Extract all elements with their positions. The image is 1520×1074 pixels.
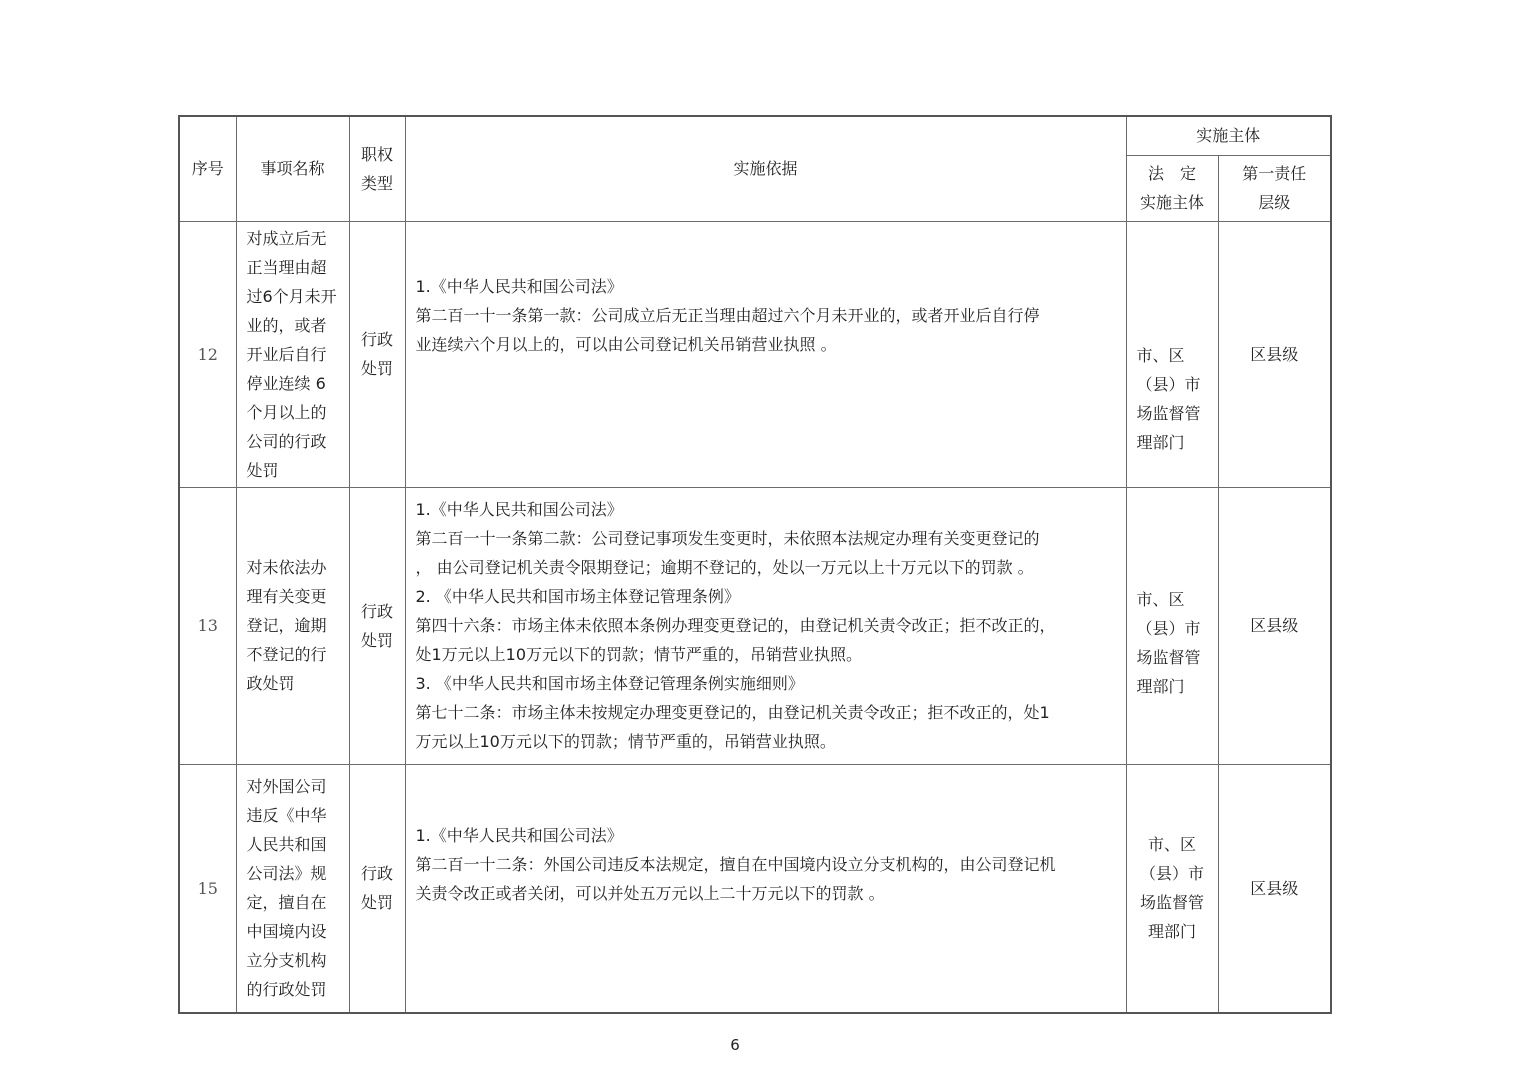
row-legal-entity: 市、区（县）市场监督管理部门 <box>1126 764 1218 1013</box>
basis-line: 第二百一十一条第一款：公司成立后无正当理由超过六个月未开业的，或者开业后自行停 <box>415 305 1040 325</box>
row-seq: 15 <box>179 764 236 1013</box>
basis-line: 2. 《中华人民共和国市场主体登记管理条例》 <box>415 587 740 606</box>
page-number: 6 <box>730 1036 740 1054</box>
basis-line: 第二百一十二条：外国公司违反本法规定，擅自在中国境内设立分支机构的，由公司登记机 <box>415 854 1056 874</box>
row-level: 区县级 <box>1218 221 1331 487</box>
header-level-line1: 第一责任 <box>1242 164 1307 183</box>
row-basis <box>405 487 1126 764</box>
basis-line: ， 由公司登记机关责令限期登记；逾期不登记的，处以一万元以上十万元以下的罚款 。 <box>415 558 1034 577</box>
basis-line: 处1万元以上10万元以下的罚款；情节严重的，吊销营业执照。 <box>415 645 863 664</box>
basis-line: 业连续六个月以上的，可以由公司登记机关吊销营业执照 。 <box>415 334 837 354</box>
basis-line: 1.《中华人民共和国公司法》 <box>415 825 623 845</box>
header-legal-line2: 实施主体 <box>1139 193 1204 212</box>
header-type <box>349 116 405 221</box>
row-legal-entity: 市、区（县）市场监督管理部门 <box>1126 487 1218 764</box>
header-group: 实施主体 <box>1126 116 1331 155</box>
header-type-line1: 职权 <box>360 144 393 164</box>
basis-line: 万元以上10万元以下的罚款；情节严重的，吊销营业执照。 <box>415 732 836 751</box>
header-seq: 序号 <box>179 116 236 221</box>
basis-line: 1.《中华人民共和国公司法》 <box>415 276 623 296</box>
enforcement-table <box>178 115 1332 1014</box>
basis-line: 第四十六条：市场主体未依照本条例办理变更登记的，由登记机关责令改正；拒不改正的， <box>415 616 1056 635</box>
header-level <box>1218 155 1331 221</box>
basis-line: 3. 《中华人民共和国市场主体登记管理条例实施细则》 <box>415 674 804 693</box>
row-seq: 12 <box>179 221 236 487</box>
basis-line: 关责令改正或者关闭，可以并处五万元以上二十万元以下的罚款 。 <box>415 883 885 903</box>
row-level: 区县级 <box>1218 487 1331 764</box>
header-name: 事项名称 <box>236 116 349 221</box>
row-seq: 13 <box>179 487 236 764</box>
table-row <box>179 221 1331 487</box>
header-legal-entity <box>1126 155 1218 221</box>
basis-line: 第七十二条：市场主体未按规定办理变更登记的，由登记机关责令改正；拒不改正的，处1 <box>415 703 1050 722</box>
row-type: 行政处罚 <box>349 487 405 764</box>
row-level: 区县级 <box>1218 764 1331 1013</box>
row-legal-entity: 市、区（县）市场监督管理部门 <box>1126 221 1218 487</box>
row-type: 行政处罚 <box>349 764 405 1013</box>
row-name: 对外国公司违反《中华人民共和国公司法》规定，擅自在中国境内设立分支机构的行政处罚 <box>236 764 349 1013</box>
row-name: 对成立后无正当理由超过6个月未开业的，或者开业后自行停业连续 6个月以上的公司的行政处罚 <box>236 221 349 487</box>
table-row <box>179 487 1331 764</box>
row-name: 对未依法办理有关变更登记，逾期不登记的行政处罚 <box>236 487 349 764</box>
table-row <box>179 764 1331 1013</box>
basis-line: 1.《中华人民共和国公司法》 <box>415 500 623 519</box>
header-type-line2: 类型 <box>360 173 393 193</box>
row-type: 行政处罚 <box>349 221 405 487</box>
row-basis <box>405 764 1126 1013</box>
header-legal-line1: 法 定 <box>1147 164 1196 183</box>
row-basis <box>405 221 1126 487</box>
header-level-line2: 层级 <box>1258 193 1291 212</box>
header-basis: 实施依据 <box>405 116 1126 221</box>
basis-line: 第二百一十一条第二款：公司登记事项发生变更时，未依照本法规定办理有关变更登记的 <box>415 529 1040 548</box>
